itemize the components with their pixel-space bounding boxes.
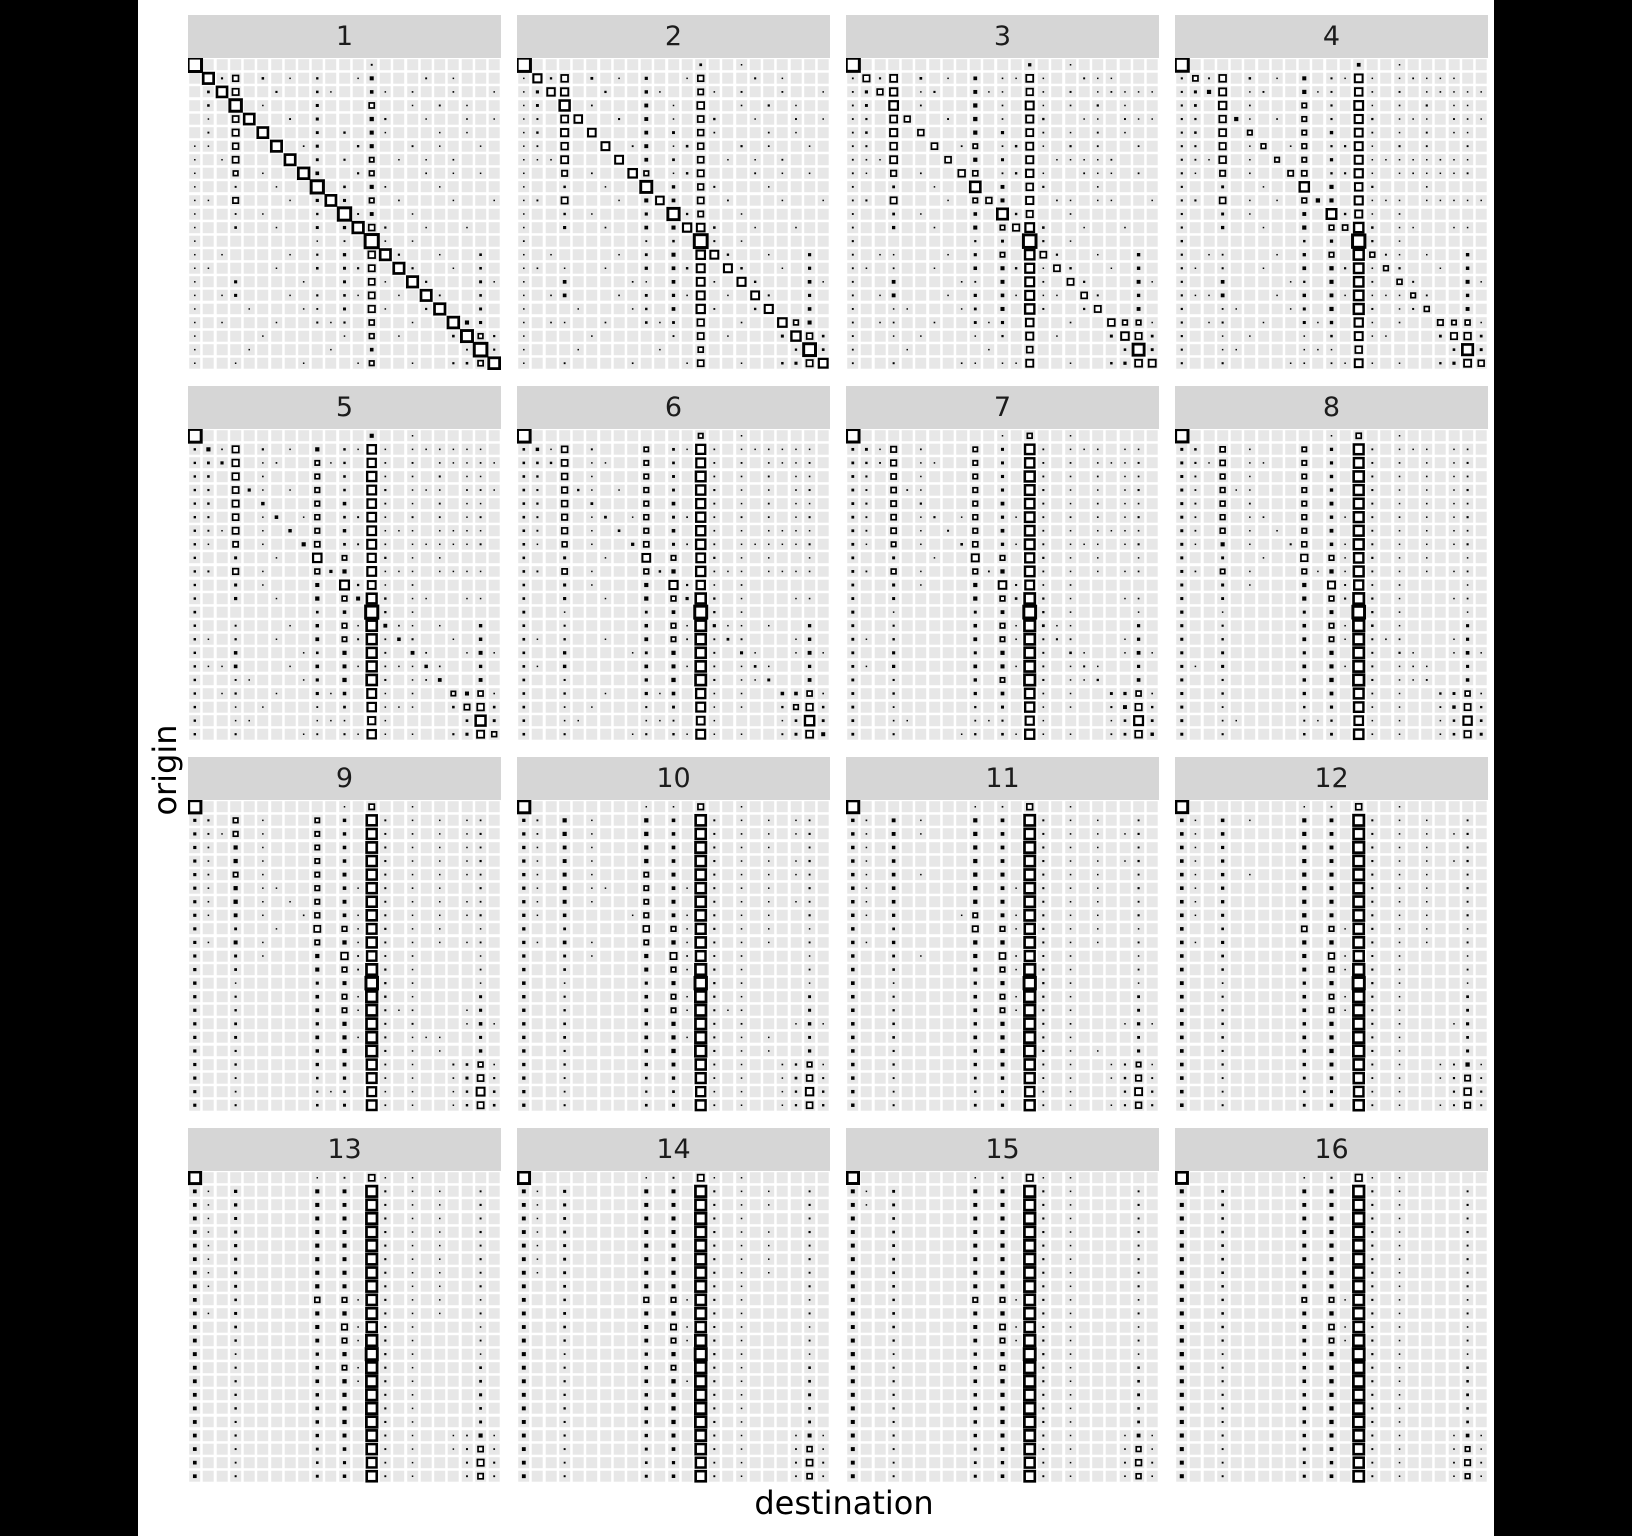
transition-squares: [517, 1171, 830, 1483]
facet-strip-10: [517, 757, 830, 800]
facet-4: [1175, 15, 1488, 370]
transition-squares: [188, 1171, 501, 1483]
facet-strip-11: [846, 757, 1159, 800]
facet-label: 2: [664, 21, 683, 52]
facet-7: [846, 386, 1159, 741]
facet-panel-canvas-8: [1175, 429, 1488, 741]
facet-15: [846, 1128, 1159, 1483]
transition-squares: [517, 58, 830, 370]
facet-strip-15: [846, 1128, 1159, 1171]
facet-panel-canvas-1: [188, 58, 501, 370]
facet-panel-canvas-6: [517, 429, 830, 741]
facet-panel-canvas-10: [517, 800, 830, 1112]
facet-9: [188, 757, 501, 1112]
transition-squares: [188, 800, 501, 1112]
facet-strip-16: [1175, 1128, 1488, 1171]
facet-10: [517, 757, 830, 1112]
transition-squares: [1175, 1171, 1488, 1483]
facet-12: [1175, 757, 1488, 1112]
facet-label: 16: [1314, 1134, 1349, 1165]
facet-panel-canvas-9: [188, 800, 501, 1112]
facet-strip-14: [517, 1128, 830, 1171]
facet-strip-12: [1175, 757, 1488, 800]
transition-squares: [188, 58, 501, 370]
facet-5: [188, 386, 501, 741]
facet-strip-8: [1175, 386, 1488, 429]
transition-squares: [846, 800, 1159, 1112]
facet-strip-5: [188, 386, 501, 429]
facet-label: 8: [1322, 392, 1341, 423]
facet-label: 5: [335, 392, 354, 423]
transition-squares: [846, 1171, 1159, 1483]
transition-squares: [1175, 429, 1488, 741]
facet-panel-canvas-5: [188, 429, 501, 741]
facet-label: 11: [985, 763, 1020, 794]
facet-panel-canvas-2: [517, 58, 830, 370]
facet-label: 4: [1322, 21, 1341, 52]
facet-panel-canvas-16: [1175, 1171, 1488, 1483]
facet-1: [188, 15, 501, 370]
transition-squares: [517, 800, 830, 1112]
facet-panel-canvas-7: [846, 429, 1159, 741]
facet-13: [188, 1128, 501, 1483]
facet-panel-canvas-4: [1175, 58, 1488, 370]
facet-strip-2: [517, 15, 830, 58]
transition-squares: [1175, 800, 1488, 1112]
facet-8: [1175, 386, 1488, 741]
facet-strip-1: [188, 15, 501, 58]
facet-label: 7: [993, 392, 1012, 423]
transition-squares: [846, 58, 1159, 370]
facet-panel-canvas-12: [1175, 800, 1488, 1112]
facet-strip-3: [846, 15, 1159, 58]
facet-panel-canvas-3: [846, 58, 1159, 370]
facet-label: 12: [1314, 763, 1349, 794]
facet-panel-canvas-11: [846, 800, 1159, 1112]
transition-squares: [188, 429, 501, 741]
x-axis-title: destination: [754, 1484, 934, 1522]
facet-strip-13: [188, 1128, 501, 1171]
facet-14: [517, 1128, 830, 1483]
facet-label: 10: [656, 763, 691, 794]
facet-strip-6: [517, 386, 830, 429]
facet-strip-4: [1175, 15, 1488, 58]
facet-6: [517, 386, 830, 741]
transition-squares: [846, 429, 1159, 741]
facet-label: 14: [656, 1134, 691, 1165]
facet-strip-9: [188, 757, 501, 800]
facet-panel-canvas-14: [517, 1171, 830, 1483]
facet-2: [517, 15, 830, 370]
facet-panel-canvas-13: [188, 1171, 501, 1483]
facet-panel-canvas-15: [846, 1171, 1159, 1483]
facet-label: 13: [327, 1134, 362, 1165]
facet-label: 9: [335, 763, 354, 794]
plot-sheet: [138, 0, 1494, 1536]
facet-label: 1: [335, 21, 354, 52]
facet-16: [1175, 1128, 1488, 1483]
facet-label: 3: [993, 21, 1012, 52]
facet-11: [846, 757, 1159, 1112]
y-axis-title: origin: [146, 724, 184, 816]
facet-3: [846, 15, 1159, 370]
facet-strip-7: [846, 386, 1159, 429]
facet-label: 15: [985, 1134, 1020, 1165]
transition-squares: [1175, 58, 1488, 370]
transition-squares: [517, 429, 830, 741]
facet-label: 6: [664, 392, 683, 423]
